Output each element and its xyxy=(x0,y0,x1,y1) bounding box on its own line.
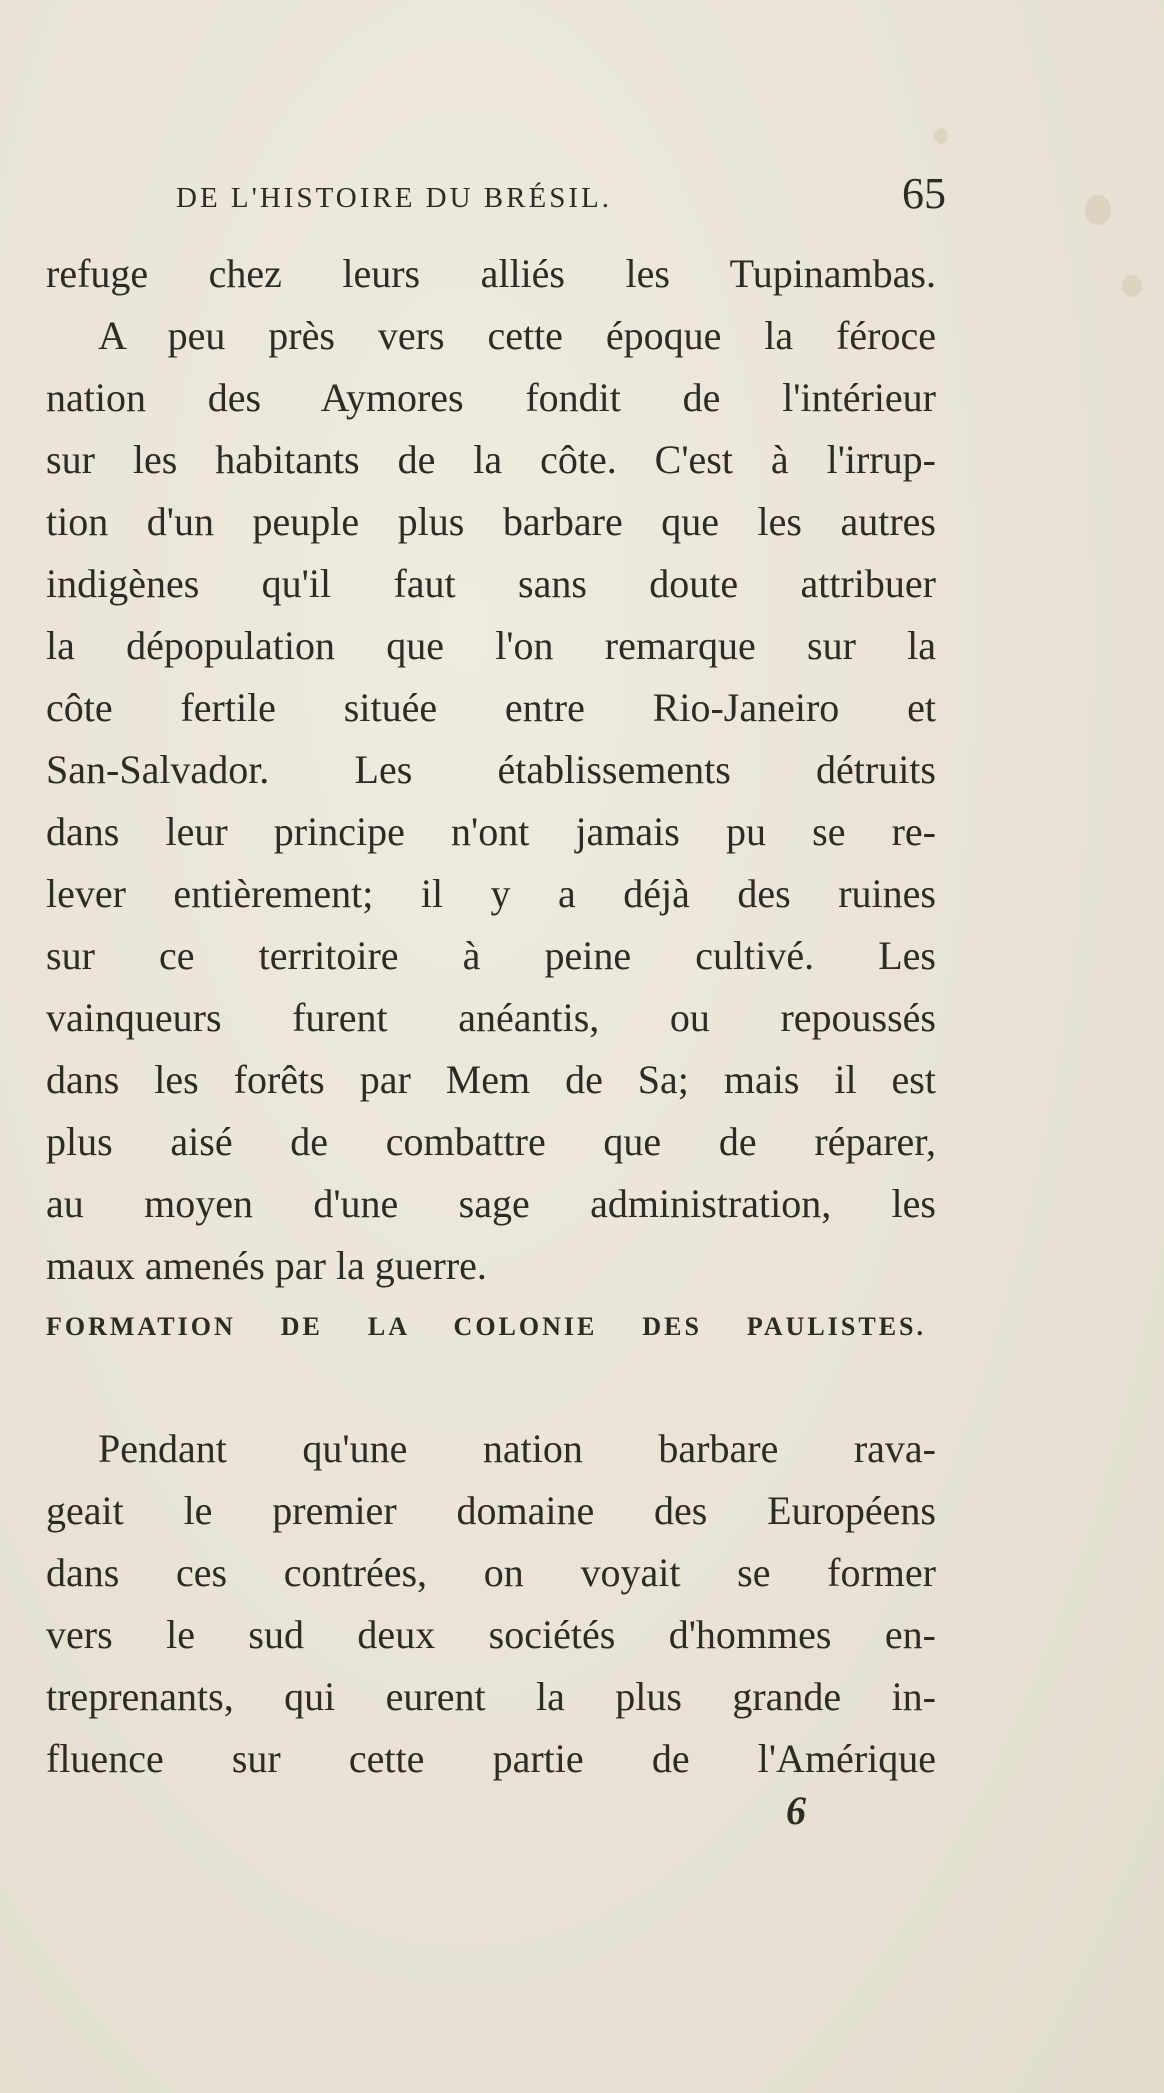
text-line: A peu près vers cette époque la féroce xyxy=(98,313,936,358)
text-line: vers le sud deux sociétés d'hommes en- xyxy=(46,1612,936,1657)
running-title: DE L'HISTOIRE DU BRÉSIL. xyxy=(176,182,612,214)
paper-stain xyxy=(1122,275,1142,297)
paragraph-section xyxy=(46,1418,936,1790)
paper-stain xyxy=(1085,195,1111,225)
text-line: tion d'un peuple plus barbare que les autres xyxy=(46,499,936,544)
text-line: refuge chez leurs alliés les Tupinambas. xyxy=(46,251,936,296)
text-line: la dépopulation que l'on remarque sur la xyxy=(46,623,936,668)
text-line: vainqueurs furent anéantis, ou repoussés xyxy=(46,995,936,1040)
text-line: Pendant qu'une nation barbare rava- xyxy=(98,1426,936,1471)
paper-stain xyxy=(934,128,948,144)
text-line: nation des Aymores fondit de l'intérieur xyxy=(46,375,936,420)
text-line: treprenants, qui eurent la plus grande in- xyxy=(46,1674,936,1719)
text-line: maux amenés par la guerre. xyxy=(46,1243,487,1288)
text-line: San-Salvador. Les établissements détruits xyxy=(46,747,936,792)
text-line: au moyen d'une sage administration, les xyxy=(46,1181,936,1226)
section-heading: FORMATION DE LA COLONIE DES PAULISTES. xyxy=(46,1312,926,1341)
paragraph-main xyxy=(46,243,936,1297)
text-line: côte fertile située entre Rio-Janeiro et xyxy=(46,685,936,730)
text-line: geait le premier domaine des Européens xyxy=(46,1488,936,1533)
page-number: 65 xyxy=(902,169,946,218)
text-line: plus aisé de combattre que de réparer, xyxy=(46,1119,936,1164)
text-line: dans ces contrées, on voyait se former xyxy=(46,1550,936,1595)
signature-mark: 6 xyxy=(786,1788,806,1833)
text-line: dans leur principe n'ont jamais pu se re- xyxy=(46,809,936,854)
text-line: indigènes qu'il faut sans doute attribuer xyxy=(46,561,936,606)
text-line: lever entièrement; il y a déjà des ruines xyxy=(46,871,936,916)
text-line: fluence sur cette partie de l'Amérique xyxy=(46,1736,936,1781)
running-header xyxy=(176,168,946,228)
text-line: dans les forêts par Mem de Sa; mais il est xyxy=(46,1057,936,1102)
text-line: sur ce territoire à peine cultivé. Les xyxy=(46,933,936,978)
text-line: sur les habitants de la côte. C'est à l'irrup- xyxy=(46,437,936,482)
